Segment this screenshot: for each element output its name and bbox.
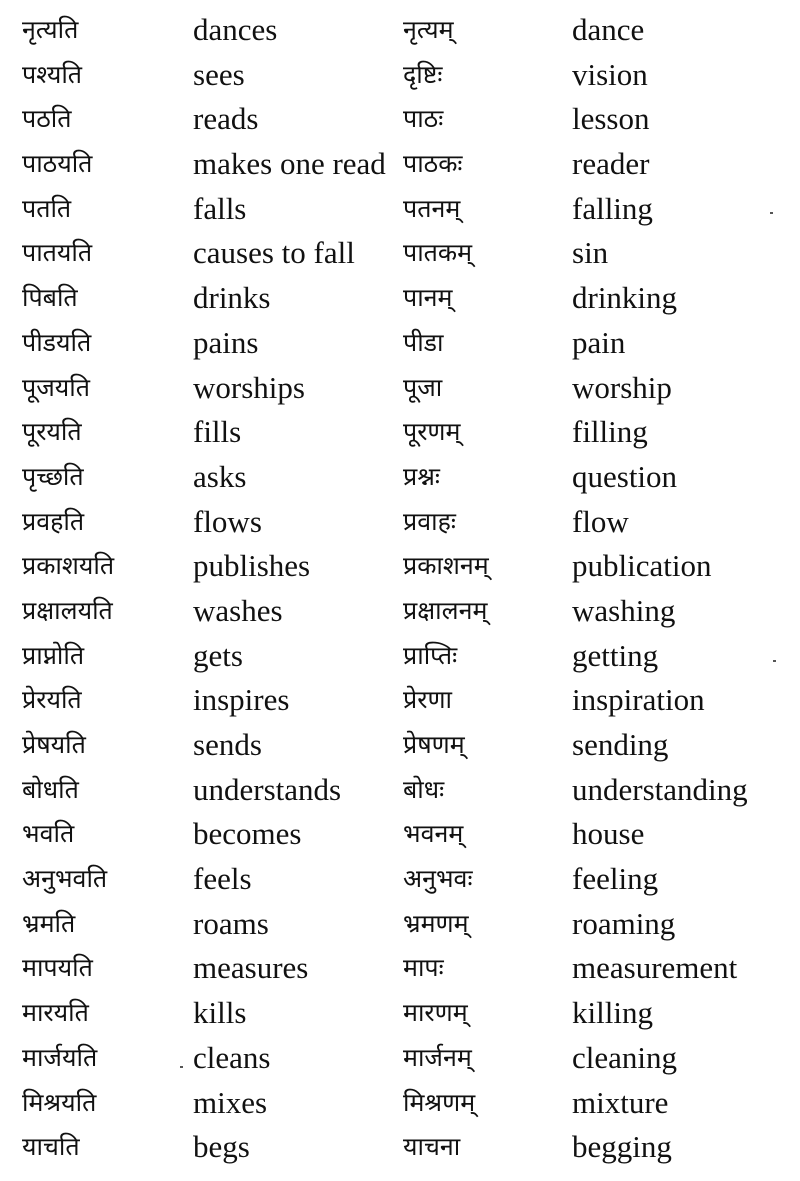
sanskrit-noun: प्रेरणा [403, 685, 453, 715]
sanskrit-verb: पठति [22, 104, 72, 134]
table-row [0, 768, 800, 813]
scan-speck [180, 1066, 183, 1068]
table-row [0, 544, 800, 589]
table-row [0, 187, 800, 232]
table-row [0, 97, 800, 142]
table-row [0, 634, 800, 679]
sanskrit-verb: पूजयति [22, 372, 90, 402]
noun-translation: vision [572, 56, 648, 92]
verb-translation: kills [193, 995, 247, 1031]
table-row [0, 1125, 800, 1170]
verb-translation: sends [193, 727, 262, 762]
verb-translation: measures [193, 950, 309, 986]
sanskrit-verb: प्राप्नोति [22, 640, 85, 670]
sanskrit-noun: प्रेषणम् [403, 730, 465, 759]
table-row [0, 410, 800, 455]
noun-translation: mixture [572, 1084, 669, 1120]
noun-translation: getting [572, 637, 659, 673]
noun-translation: pain [572, 324, 626, 360]
table-row [0, 991, 800, 1036]
verb-translation: worships [193, 369, 305, 405]
sanskrit-noun: प्रक्षालनम् [403, 595, 488, 625]
sanskrit-verb: पिबति [22, 283, 78, 313]
noun-translation: drinking [572, 280, 678, 316]
noun-translation: understanding [572, 771, 748, 807]
scan-speck [770, 212, 773, 214]
noun-translation: cleaning [572, 1039, 678, 1075]
noun-translation: dance [572, 12, 645, 47]
table-row [0, 231, 800, 276]
sanskrit-verb: मिश्रयति [22, 1087, 97, 1117]
verb-translation: falls [193, 190, 247, 226]
verb-translation: inspires [193, 682, 290, 718]
sanskrit-noun: प्रश्नः [403, 461, 440, 491]
sanskrit-verb: पतति [22, 193, 72, 223]
scan-speck [773, 660, 776, 662]
table-row [0, 946, 800, 991]
verb-translation: asks [193, 458, 247, 494]
table-row [0, 8, 800, 53]
noun-translation: measurement [572, 950, 738, 986]
noun-translation: reader [572, 146, 650, 182]
sanskrit-verb: नृत्यति [22, 15, 79, 44]
verb-translation: roams [193, 905, 269, 941]
sanskrit-noun: पूरणम् [403, 417, 461, 447]
verb-translation: fills [193, 414, 242, 450]
noun-translation: roaming [572, 905, 676, 941]
verb-translation: publishes [193, 548, 311, 584]
verb-translation: drinks [193, 280, 271, 316]
table-row [0, 321, 800, 366]
noun-translation: worship [572, 369, 672, 405]
verb-translation: flows [193, 503, 262, 539]
verb-translation: feels [193, 861, 252, 897]
sanskrit-noun: प्रकाशनम् [403, 551, 489, 581]
table-row [0, 53, 800, 98]
sanskrit-noun: बोधः [403, 774, 445, 804]
noun-translation: sin [572, 235, 609, 271]
sanskrit-noun: याचना [403, 1132, 461, 1162]
sanskrit-verb: मापयति [22, 953, 93, 983]
table-row [0, 589, 800, 634]
sanskrit-verb: बोधति [22, 774, 79, 804]
verb-translation: becomes [193, 816, 302, 852]
verb-translation: sees [193, 56, 245, 92]
table-row [0, 812, 800, 857]
verb-translation: understands [193, 771, 342, 807]
table-row [0, 723, 800, 768]
noun-translation: falling [572, 190, 653, 226]
vocabulary-table [0, 8, 800, 1170]
sanskrit-verb: याचति [22, 1132, 80, 1162]
sanskrit-noun: पानम् [403, 283, 453, 313]
table-row [0, 366, 800, 411]
sanskrit-verb: पातयति [22, 238, 93, 268]
sanskrit-noun: पाठः [403, 104, 444, 134]
sanskrit-verb: प्रकाशयति [22, 551, 115, 581]
table-row [0, 902, 800, 947]
noun-translation: flow [572, 503, 629, 539]
verb-translation: reads [193, 101, 259, 137]
table-row [0, 1081, 800, 1126]
sanskrit-verb: मार्जयति [22, 1042, 98, 1072]
sanskrit-verb: पश्यति [22, 59, 83, 89]
sanskrit-verb: पूरयति [22, 417, 82, 447]
noun-translation: washing [572, 592, 676, 628]
sanskrit-noun: प्रवाहः [403, 506, 456, 536]
table-row [0, 142, 800, 187]
verb-translation: causes to fall [193, 235, 355, 271]
sanskrit-noun: मापः [403, 953, 444, 983]
sanskrit-noun: मारणम् [403, 998, 468, 1028]
sanskrit-noun: पूजा [403, 372, 443, 402]
sanskrit-noun: मार्जनम् [403, 1042, 472, 1072]
verb-translation: pains [193, 324, 259, 360]
sanskrit-verb: पाठयति [22, 149, 93, 179]
verb-translation: washes [193, 592, 283, 628]
sanskrit-noun: पतनम् [403, 193, 461, 223]
sanskrit-noun: दृष्टिः [403, 59, 443, 89]
sanskrit-noun: पाठकः [403, 149, 463, 179]
table-row [0, 1036, 800, 1081]
sanskrit-noun: प्राप्तिः [403, 640, 458, 670]
table-row [0, 276, 800, 321]
noun-translation: killing [572, 995, 653, 1031]
sanskrit-verb: प्रवहति [22, 506, 85, 536]
sanskrit-noun: अनुभवः [403, 864, 473, 894]
verb-translation: gets [193, 637, 243, 673]
sanskrit-verb: प्रेषयति [22, 730, 86, 759]
verb-translation: makes one read [193, 146, 386, 182]
sanskrit-verb: भ्रमति [22, 908, 76, 938]
sanskrit-verb: प्रक्षालयति [22, 595, 113, 625]
table-row [0, 857, 800, 902]
sanskrit-verb: पीडयति [22, 327, 92, 357]
verb-translation: mixes [193, 1084, 268, 1120]
table-row [0, 455, 800, 500]
sanskrit-noun: मिश्रणम् [403, 1087, 476, 1117]
noun-translation: publication [572, 548, 712, 584]
table-row [0, 678, 800, 723]
sanskrit-noun: भ्रमणम् [403, 908, 469, 938]
noun-translation: house [572, 816, 645, 852]
sanskrit-noun: पातकम् [403, 238, 473, 268]
noun-translation: feeling [572, 861, 659, 897]
sanskrit-verb: मारयति [22, 998, 89, 1028]
noun-translation: lesson [572, 101, 650, 137]
sanskrit-verb: भवति [22, 819, 75, 849]
noun-translation: inspiration [572, 682, 705, 718]
sanskrit-noun: पीडा [403, 327, 444, 357]
verb-translation: begs [193, 1129, 250, 1165]
sanskrit-verb: अनुभवति [22, 864, 108, 894]
noun-translation: question [572, 458, 678, 494]
sanskrit-verb: पृच्छति [22, 461, 84, 491]
sanskrit-noun: नृत्यम् [403, 15, 454, 44]
sanskrit-noun: भवनम् [403, 819, 464, 849]
noun-translation: filling [572, 414, 648, 450]
verb-translation: cleans [193, 1039, 271, 1075]
sanskrit-verb: प्रेरयति [22, 685, 82, 715]
noun-translation: sending [572, 727, 669, 762]
noun-translation: begging [572, 1129, 672, 1165]
verb-translation: dances [193, 12, 278, 47]
table-row [0, 500, 800, 545]
